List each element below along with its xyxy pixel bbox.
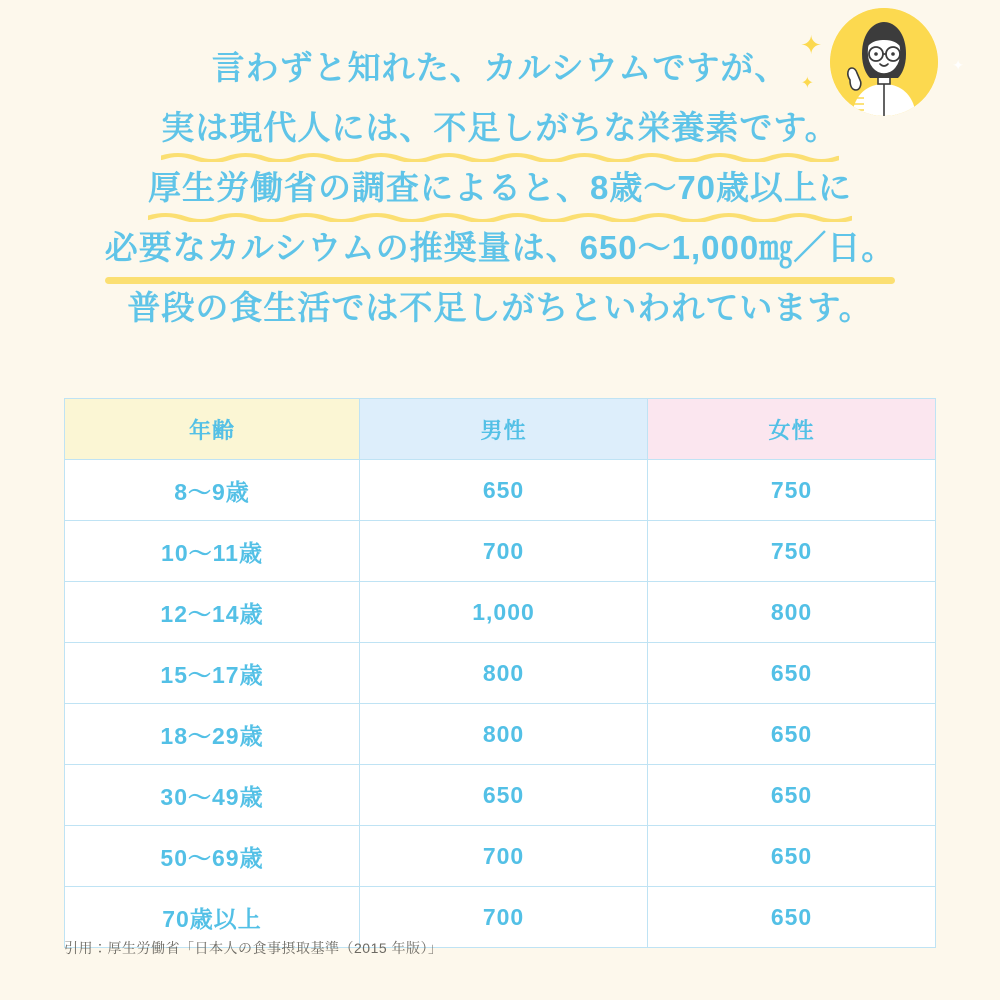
- cell-age: 12〜14歳: [65, 582, 360, 643]
- cell-female: 650: [648, 704, 936, 765]
- sparkle-icon: ✦: [952, 57, 964, 73]
- cell-age: 50〜69歳: [65, 826, 360, 887]
- cell-female: 750: [648, 460, 936, 521]
- table-row: [65, 582, 936, 643]
- table-body: [65, 460, 936, 948]
- table-header-row: [65, 399, 936, 460]
- sparkle-icon: ✦: [800, 75, 814, 92]
- calcium-rda-table: [64, 398, 936, 948]
- cell-male: 650: [360, 765, 648, 826]
- woman-illustration-icon: [830, 8, 938, 116]
- cell-male: 800: [360, 704, 648, 765]
- cell-female: 800: [648, 582, 936, 643]
- cell-male: 700: [360, 521, 648, 582]
- table-header-age: 年齢: [65, 399, 360, 460]
- cell-age: 15〜17歳: [65, 643, 360, 704]
- table-row: [65, 704, 936, 765]
- calcium-rda-table-wrapper: [64, 398, 936, 948]
- cell-age: 10〜11歳: [65, 521, 360, 582]
- headline-line-1-text: 言わずと知れた、カルシウムですが、: [211, 49, 789, 86]
- cell-male: 700: [360, 826, 648, 887]
- table-row: [65, 643, 936, 704]
- cell-age: 8〜9歳: [65, 460, 360, 521]
- table-header-female: 女性: [648, 399, 936, 460]
- cell-age: 18〜29歳: [65, 704, 360, 765]
- table-row: [65, 765, 936, 826]
- cell-male: 700: [360, 887, 648, 948]
- table-header: [65, 399, 936, 460]
- headline-line-4-text: 必要なカルシウムの推奨量は、650〜1,000㎎／日。: [105, 218, 896, 278]
- headline-line-3: [0, 158, 1000, 218]
- table-header-male: 男性: [360, 399, 648, 460]
- table-row: [65, 521, 936, 582]
- cell-female: 650: [648, 826, 936, 887]
- cell-female: 650: [648, 643, 936, 704]
- sparkle-icon: ✦: [800, 30, 822, 60]
- cell-male: 650: [360, 460, 648, 521]
- cell-male: 1,000: [360, 582, 648, 643]
- headline-line-2: [0, 98, 1000, 158]
- cell-female: 650: [648, 765, 936, 826]
- cell-age: 30〜49歳: [65, 765, 360, 826]
- table-row: [65, 826, 936, 887]
- headline-line-4: [0, 218, 1000, 278]
- cell-male: 800: [360, 643, 648, 704]
- headline-line-3-text: 厚生労働省の調査によると、8歳〜70歳以上に: [148, 158, 852, 218]
- cell-female: 750: [648, 521, 936, 582]
- headline-line-5-text: 普段の食生活では不足しがちといわれています。: [127, 289, 873, 326]
- source-footnote: 引用：厚生労働省「日本人の食事摂取基準（2015 年版）」: [64, 940, 443, 956]
- woman-illustration-svg: [830, 8, 938, 116]
- cell-female: 650: [648, 887, 936, 948]
- headline-line-2-text: 実は現代人には、不足しがちな栄養素です。: [161, 98, 838, 158]
- table-row: [65, 460, 936, 521]
- headline-line-5: [0, 278, 1000, 338]
- cell-age: 70歳以上: [65, 887, 360, 948]
